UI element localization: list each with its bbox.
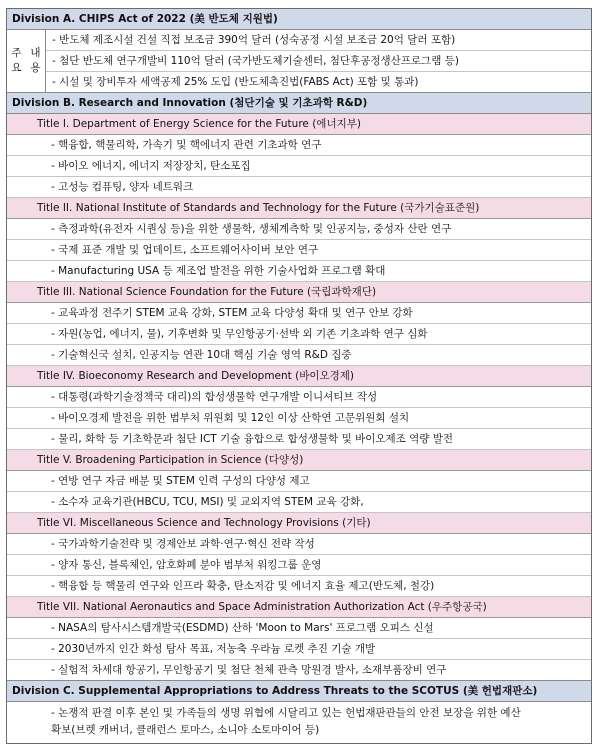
division-b-header: Division B. Research and Innovation (첨단기술 및 기초과학 R&D): [7, 93, 591, 114]
list-item: - 시설 및 장비투자 세액공제 25% 도입 (반도체촉진법(FABS Act) 포함 및 통과): [52, 76, 419, 88]
list-item: - 양자 통신, 블록체인, 암호화폐 분야 범부처 워킹그룹 운영: [7, 555, 591, 576]
legislation-summary-table: [6, 8, 592, 744]
list-item: - 기술혁신국 설치, 인공지능 연관 10대 핵심 기술 영역 R&D 집중: [7, 345, 591, 366]
list-item: - 고성능 컴퓨팅, 양자 네트워크: [7, 177, 591, 198]
list-item: - 반도체 제조시설 건설 직접 보조금 390억 달러 (성숙공정 시설 보조금 20억 달러 포함): [46, 30, 591, 51]
list-item: - 국가과학기술전략 및 경제안보 과학·연구·혁신 전략 작성: [7, 534, 591, 555]
list-item: - Manufacturing USA 등 제조업 발전을 위한 기술사업화 프로그램 확대: [7, 261, 591, 282]
list-item: - 국제 표준 개발 및 업데이트, 소프트웨어사이버 보안 연구: [7, 240, 591, 261]
main-content-label: [7, 30, 46, 92]
list-item: - 2030년까지 인간 화성 탐사 목표, 저농축 우라늄 로켓 추진 기술 개발: [7, 639, 591, 660]
title-ii-header: Title II. National Institute of Standards and Technology for the Future (국가기술표준원): [7, 198, 591, 219]
main-content-label-line1: 주요: [11, 47, 22, 74]
division-c-item: [7, 702, 591, 743]
list-item: - 바이오경제 발전을 위한 범부처 위원회 및 12인 이상 산학연 고문위원회 설치: [7, 408, 591, 429]
list-item: - 핵융합, 핵물리학, 가속기 및 핵에너지 관련 기초과학 연구: [7, 135, 591, 156]
division-c-header: Division C. Supplemental Appropriations to Address Threats to the SCOTUS (美 헌법재판소): [7, 681, 591, 702]
list-item: - 소수자 교육기관(HBCU, TCU, MSI) 및 교외지역 STEM 교육 강화,: [7, 492, 591, 513]
title-iv-header: Title IV. Bioeconomy Research and Development (바이오경제): [7, 366, 591, 387]
title-vi-header: Title VI. Miscellaneous Science and Technology Provisions (기타): [7, 513, 591, 534]
division-a-group: [7, 30, 591, 93]
list-item: - 자원(농업, 에너지, 물), 기후변화 및 무인항공기·선박 외 기존 기초과학 연구 심화: [7, 324, 591, 345]
title-i-header: Title I. Department of Energy Science for the Future (에너지부): [7, 114, 591, 135]
list-item: - 연방 연구 자금 배분 및 STEM 인력 구성의 다양성 제고: [7, 471, 591, 492]
title-v-header: Title V. Broadening Participation in Science (다양성): [7, 450, 591, 471]
list-item: - 첨단 반도체 연구개발비 110억 달러 (국가반도체기술센터, 첨단후공정생산프로그램 등): [46, 51, 591, 72]
division-c-line1: - 논쟁적 판결 이후 본인 및 가족들의 생명 위협에 시달리고 있는 헌법재판관들의 안전 보장을 위한 예산: [51, 707, 521, 719]
list-item: - 물리, 화학 등 기초학문과 첨단 ICT 기술 융합으로 합성생물학 및 바이오제조 역량 발전: [7, 429, 591, 450]
division-a-items: [46, 30, 591, 92]
list-item: - 교육과정 전주기 STEM 교육 강화, STEM 교육 다양성 확대 및 연구 안보 강화: [7, 303, 591, 324]
main-content-label-line2: 내용: [30, 47, 41, 74]
list-item: - 바이오 에너지, 에너지 저장장치, 탄소포집: [7, 156, 591, 177]
title-vii-header: Title VII. National Aeronautics and Space Administration Authorization Act (우주항공국): [7, 597, 591, 618]
list-item: - 핵융합 등 핵물리 연구와 인프라 확충, 탄소저감 및 에너지 효율 제고(반도체, 철강): [7, 576, 591, 597]
title-iii-header: Title III. National Science Foundation for the Future (국립과학재단): [7, 282, 591, 303]
list-item: - 측정과학(유전자 시퀀싱 등)을 위한 생물학, 생체계측학 및 인공지능, 중성자 산란 연구: [7, 219, 591, 240]
division-c-line2: 확보(브렛 캐버너, 클래런스 토마스, 소니아 소토마이어 등): [51, 724, 320, 736]
list-item: - 대통령(과학기술정책국 대리)의 합성생물학 연구개발 이니셔티브 작성: [7, 387, 591, 408]
division-a-header: Division A. CHIPS Act of 2022 (美 반도체 지원법): [7, 9, 591, 30]
list-item: - 실험적 차세대 항공기, 무인항공기 및 첨단 천체 관측 망원경 발사, 소재부품장비 연구: [7, 660, 591, 681]
list-item: - NASA의 탐사시스템개발국(ESDMD) 산하 'Moon to Mars' 프로그램 오피스 신설: [7, 618, 591, 639]
